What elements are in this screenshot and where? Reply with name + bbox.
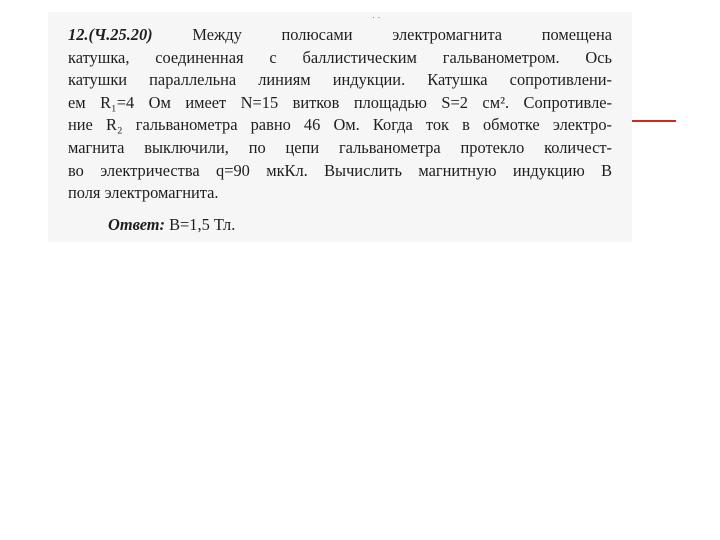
accent-rule (632, 120, 676, 122)
answer-value: B=1,5 Тл. (169, 215, 236, 234)
problem-text (68, 24, 612, 205)
answer (108, 215, 235, 235)
answer-label: Ответ: (108, 215, 165, 234)
scan-specks: · · (372, 12, 381, 22)
problem-number: 12.(Ч.25.20) (68, 25, 153, 44)
problem-line-7: во электричества q=90 мкКл. Вычислить магнитную индукцию B (68, 160, 612, 180)
problem-line-1: 12.(Ч.25.20) Между полюсами электромагнита помещена (68, 25, 612, 44)
problem-line-3: катушки параллельна линиям индукции. Катушка сопротивлени- (68, 70, 612, 90)
problem-line-6: магнита выключили, по цепи гальванометра протекло количест- (68, 137, 612, 157)
problem-line-5: ние R₂ гальванометра равно 46 Ом. Когда ток в обмотке электро- (68, 115, 612, 135)
problem-line-4: ем R₁=4 Ом имеет N=15 витков площадью S=2 см². Сопротивле- (68, 92, 612, 112)
problem-line-8: поля электромагнита. (68, 183, 219, 203)
problem-line-2: катушка, соединенная с баллистическим гальванометром. Ось (68, 47, 612, 67)
